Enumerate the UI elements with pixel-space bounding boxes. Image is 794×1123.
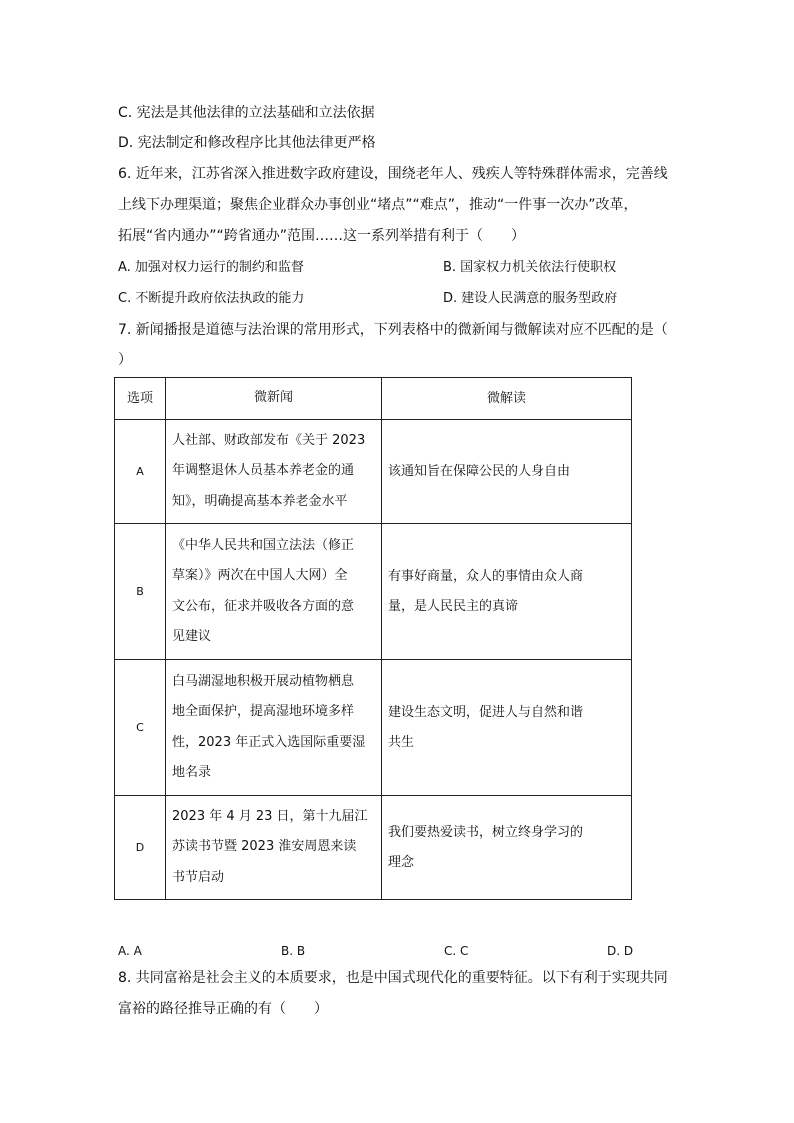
- news-line: 地全面保护，提高湿地环境多样: [172, 704, 355, 719]
- q6-option-a: A. 加强对权力运行的制约和监督: [118, 260, 304, 275]
- table-row: [115, 660, 632, 796]
- news-line: 知》，明确提高基本养老金水平: [172, 493, 348, 509]
- q5-option-d: D. 宪法制定和修改程序比其他法律更严格: [118, 135, 376, 151]
- interp-line: 我们要热爱读书，树立终身学习的: [388, 824, 584, 840]
- row-news: [166, 796, 382, 900]
- q8-stem-line: 富裕的路径推导正确的有（ ）: [118, 1001, 328, 1017]
- row-option: C: [115, 660, 166, 796]
- row-interpretation: [382, 796, 632, 900]
- q7-option-d: D. D: [607, 944, 634, 958]
- q6-stem-line: 上线下办理渠道；聚焦企业群众办事创业“堵点”“难点”，推动“一件事一次办”改革，: [118, 197, 638, 213]
- news-line: 文公布，征求并吸收各方面的意: [172, 598, 355, 614]
- q7-option-b: B. B: [281, 944, 306, 958]
- table-row: [115, 796, 632, 900]
- q8-stem-line: 8. 共同富裕是社会主义的本质要求，也是中国式现代化的重要特征。以下有利于实现共同: [118, 970, 668, 986]
- q7-stem-line: ）: [118, 352, 132, 368]
- news-line: 见建议: [172, 629, 212, 644]
- q7-option-c: C. C: [444, 944, 469, 958]
- interp-line: 建设生态文明，促进人与自然和谐: [388, 704, 584, 720]
- row-option: D: [115, 796, 166, 900]
- row-interpretation: [382, 524, 632, 660]
- news-line: 年调整退休人员基本养老金的通: [172, 463, 355, 479]
- row-option: A: [115, 420, 166, 524]
- interp-line: 该通知旨在保障公民的人身自由: [388, 463, 571, 479]
- row-option: B: [115, 524, 166, 660]
- news-line: 地名录: [172, 765, 212, 780]
- row-news: [166, 420, 382, 524]
- table-row: [115, 524, 632, 660]
- interp-line: 量，是人民民主的真谛: [388, 598, 519, 614]
- interp-line: 有事好商量，众人的事情由众人商: [388, 568, 584, 584]
- news-line: 苏读书节暨 2023 淮安周恩来读: [172, 839, 357, 855]
- header-option: 选项: [115, 378, 166, 420]
- table-header-row: [115, 378, 632, 420]
- interp-line: 理念: [388, 854, 415, 870]
- row-interpretation: [382, 660, 632, 796]
- news-line: 白马湖湿地积极开展动植物栖息: [172, 673, 355, 689]
- news-line: 性，2023 年正式入选国际重要湿: [172, 734, 366, 750]
- q7-table: [114, 377, 632, 900]
- q5-option-c: C. 宪法是其他法律的立法基础和立法依据: [118, 105, 375, 121]
- row-news: [166, 660, 382, 796]
- news-line: 书节启动: [172, 869, 225, 885]
- header-interpretation: 微解读: [382, 378, 632, 420]
- q6-stem-line: 拓展“省内通办”“跨省通办”范围……这一系列举措有利于（ ）: [118, 228, 526, 244]
- q6-option-b: B. 国家权力机关依法行使职权: [443, 260, 617, 275]
- interp-line: 共生: [388, 734, 415, 750]
- q6-option-c: C. 不断提升政府依法执政的能力: [118, 291, 305, 306]
- row-interpretation: [382, 420, 632, 524]
- header-news: 微新闻: [166, 378, 382, 420]
- q6-stem-line: 6. 近年来，江苏省深入推进数字政府建设，围绕老年人、残疾人等特殊群体需求，完善线: [118, 166, 668, 182]
- row-news: [166, 524, 382, 660]
- table-row: [115, 420, 632, 524]
- q7-stem-line: 7. 新闻播报是道德与法治课的常用形式，下列表格中的微新闻与微解读对应不匹配的是（: [118, 322, 668, 338]
- q6-option-d: D. 建设人民满意的服务型政府: [443, 291, 618, 306]
- news-line: 人社部、财政部发布《关于 2023: [172, 432, 366, 448]
- news-line: 2023 年 4 月 23 日，第十九届江: [172, 808, 368, 824]
- news-line: 草案）》两次在中国人大网）全: [172, 568, 348, 583]
- news-line: 《中华人民共和国立法法（修正: [172, 537, 355, 553]
- q7-option-a: A. A: [118, 944, 142, 958]
